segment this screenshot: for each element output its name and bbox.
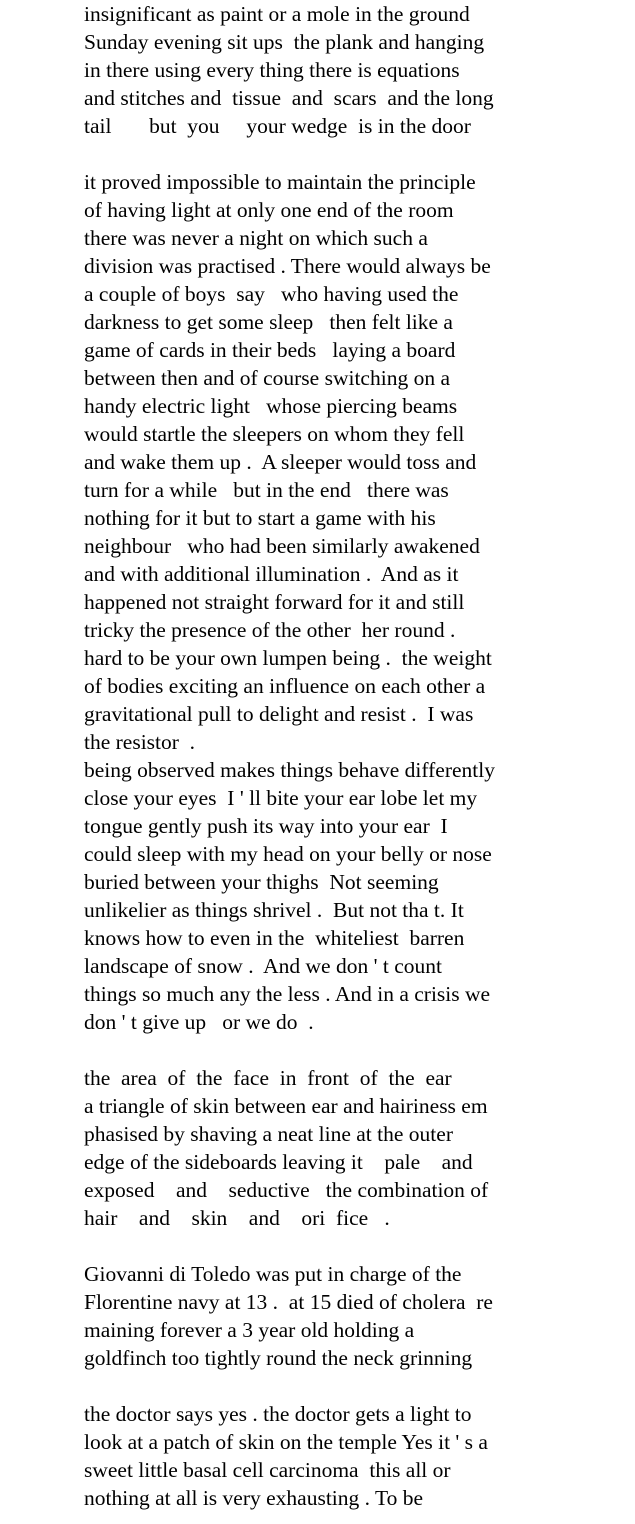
- text-line: look at a patch of skin on the temple Yes it ' s a: [84, 1430, 488, 1454]
- text-line: gravitational pull to delight and resist . I was: [84, 702, 474, 726]
- text-line: tricky the presence of the other her round .: [84, 618, 456, 642]
- paragraph: [84, 1260, 629, 1372]
- text-line: phasised by shaving a neat line at the outer: [84, 1122, 453, 1146]
- text-line: division was practised . There would always be: [84, 254, 491, 278]
- text-line: tongue gently push its way into your ear I: [84, 814, 448, 838]
- text-line: and wake them up . A sleeper would toss and: [84, 450, 477, 474]
- text-line: knows how to even in the whiteliest barren: [84, 926, 465, 950]
- text-line: happened not straight forward for it and still: [84, 590, 465, 614]
- text-line: in there using every thing there is equations: [84, 58, 460, 82]
- text-line: the area of the face in front of the ear: [84, 1066, 452, 1090]
- text-line: turn for a while but in the end there was: [84, 478, 449, 502]
- text-line: Florentine navy at 13 . at 15 died of cholera re: [84, 1290, 493, 1314]
- text-line: could sleep with my head on your belly or nose: [84, 842, 492, 866]
- text-line: close your eyes I ' ll bite your ear lobe let my: [84, 786, 478, 810]
- text-line: insignificant as paint or a mole in the ground: [84, 2, 470, 26]
- text-line: unlikelier as things shrivel . But not tha t. It: [84, 898, 464, 922]
- text-line: hair and skin and ori fice .: [84, 1206, 390, 1230]
- text-line: and stitches and tissue and scars and the long: [84, 86, 494, 110]
- text-line: tail but you your wedge is in the door: [84, 114, 471, 138]
- text-line: things so much any the less . And in a crisis we: [84, 982, 491, 1006]
- text-line: and with additional illumination . And as it: [84, 562, 459, 586]
- text-line: buried between your thighs Not seeming: [84, 870, 439, 894]
- text-line: it proved impossible to maintain the principle: [84, 170, 476, 194]
- paragraph: [84, 0, 629, 140]
- text-line: handy electric light whose piercing beams: [84, 394, 458, 418]
- text-line: there was never a night on which such a: [84, 226, 428, 250]
- text-line: of having light at only one end of the room: [84, 198, 454, 222]
- paragraph-gap: [84, 1372, 629, 1400]
- text-line: the resistor .: [84, 730, 196, 754]
- text-line: nothing for it but to start a game with his: [84, 506, 436, 530]
- document-body: [84, 0, 629, 1512]
- text-line: neighbour who had been similarly awakened: [84, 534, 480, 558]
- text-line: darkness to get some sleep then felt like a: [84, 310, 453, 334]
- text-line: don ' t give up or we do .: [84, 1010, 314, 1034]
- text-line: sweet little basal cell carcinoma this all or: [84, 1458, 451, 1482]
- paragraph: [84, 1400, 629, 1512]
- text-line: the doctor says yes . the doctor gets a light to: [84, 1402, 472, 1426]
- paragraph: [84, 1064, 629, 1232]
- text-line: game of cards in their beds laying a board: [84, 338, 456, 362]
- text-line: Sunday evening sit ups the plank and hanging: [84, 30, 485, 54]
- paragraph: [84, 168, 629, 1036]
- paragraph-gap: [84, 1232, 629, 1260]
- text-line: goldfinch too tightly round the neck grinning: [84, 1346, 473, 1370]
- paragraph-gap: [84, 1036, 629, 1064]
- text-line: maining forever a 3 year old holding a: [84, 1318, 415, 1342]
- text-line: edge of the sideboards leaving it pale and: [84, 1150, 473, 1174]
- text-line: exposed and seductive the combination of: [84, 1178, 489, 1202]
- text-line: being observed makes things behave differently: [84, 758, 495, 782]
- paragraph-gap: [84, 140, 629, 168]
- text-line: would startle the sleepers on whom they fell: [84, 422, 465, 446]
- text-line: a triangle of skin between ear and hairiness em: [84, 1094, 488, 1118]
- text-line: between then and of course switching on a: [84, 366, 450, 390]
- text-line: a couple of boys say who having used the: [84, 282, 459, 306]
- text-line: of bodies exciting an influence on each other a: [84, 674, 486, 698]
- text-line: landscape of snow . And we don ' t count: [84, 954, 442, 978]
- text-line: hard to be your own lumpen being . the weight: [84, 646, 492, 670]
- text-line: Giovanni di Toledo was put in charge of the: [84, 1262, 462, 1286]
- text-line: nothing at all is very exhausting . To be: [84, 1486, 424, 1510]
